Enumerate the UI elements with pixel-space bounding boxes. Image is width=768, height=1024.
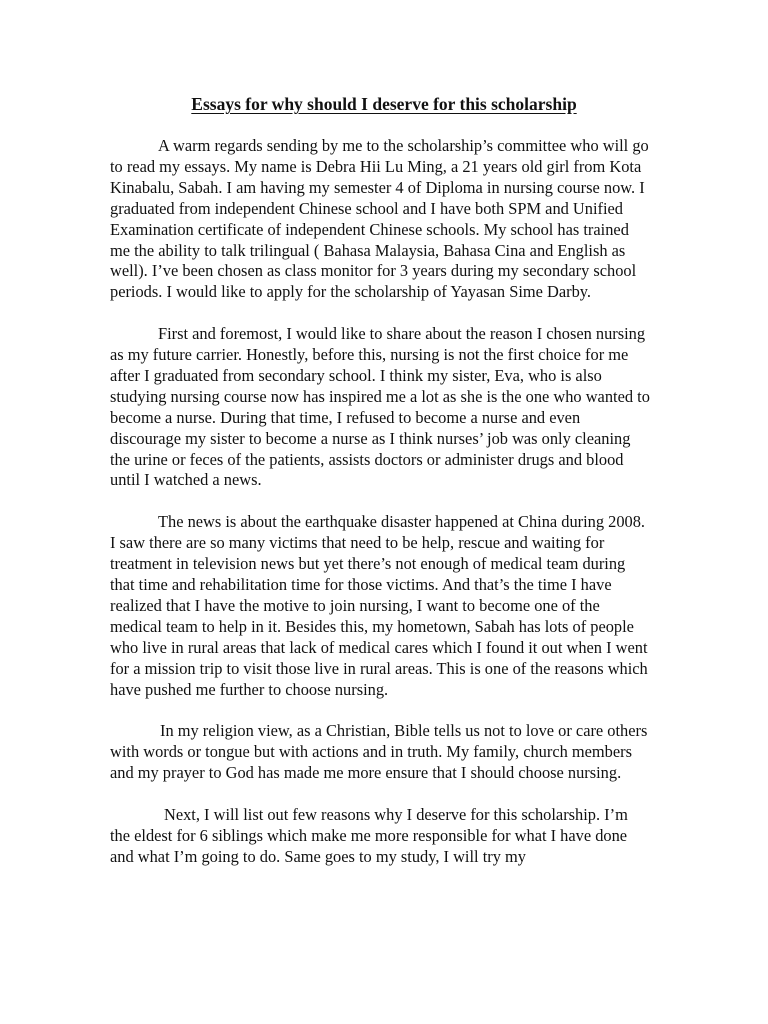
paragraph-earthquake-news: The news is about the earthquake disaster happened at China during 2008. I saw there are so many victims that need to be help, rescue and waiting for treatment in television news but yet there’s not enough of medical team during that time and rehabilitation time for those victims. And that’s the time I have realized that I have the motive to join nursing, I want to become one of the medical team to help in it. Besides this, my hometown, Sabah has lots of people who live in rural areas that lack of medical cares which I found it out when I went for a mission trip to visit those live in rural areas. This is one of the reasons which have pushed me further to choose nursing. <box>110 512 648 699</box>
paragraph-reason-nursing: First and foremost, I would like to share about the reason I chosen nursing as my future carrier. Honestly, before this, nursing is not the first choice for me after I graduated from secondary school. I think my sister, Eva, who is also studying nursing course now has inspired me a lot as she is the one who wanted to become a nurse. During that time, I refused to become a nurse and even discourage my sister to become a nurse as I think nurses’ job was only cleaning the urine or feces of the patients, assists doctors or administer drugs and blood until I watched a news. <box>110 324 650 490</box>
paragraph-religion-view: In my religion view, as a Christian, Bible tells us not to love or care others with words or tongue but with actions and in truth. My family, church members and my prayer to God has made me more ensure that I should choose nursing. <box>110 721 648 783</box>
document-body <box>110 136 650 889</box>
paragraph-introduction: A warm regards sending by me to the scholarship’s committee who will go to read my essays. My name is Debra Hii Lu Ming, a 21 years old girl from Kota Kinabalu, Sabah. I am having my semester 4 of Diploma in nursing course now. I graduated from independent Chinese school and I have both SPM and Unified Examination certificate of independent Chinese schools. My school has trained me the ability to talk trilingual ( Bahasa Malaysia, Bahasa Cina and English as well). I’ve been chosen as class monitor for 3 years during my secondary school periods. I would like to apply for the scholarship of Yayasan Sime Darby. <box>110 136 649 302</box>
paragraph-deserve-reasons: Next, I will list out few reasons why I deserve for this scholarship. I’m the eldest for 6 siblings which make me more responsible for what I have done and what I’m going to do. Same goes to my study, I will try my <box>110 804 628 866</box>
document-title: Essays for why should I deserve for this scholarship <box>191 94 577 114</box>
